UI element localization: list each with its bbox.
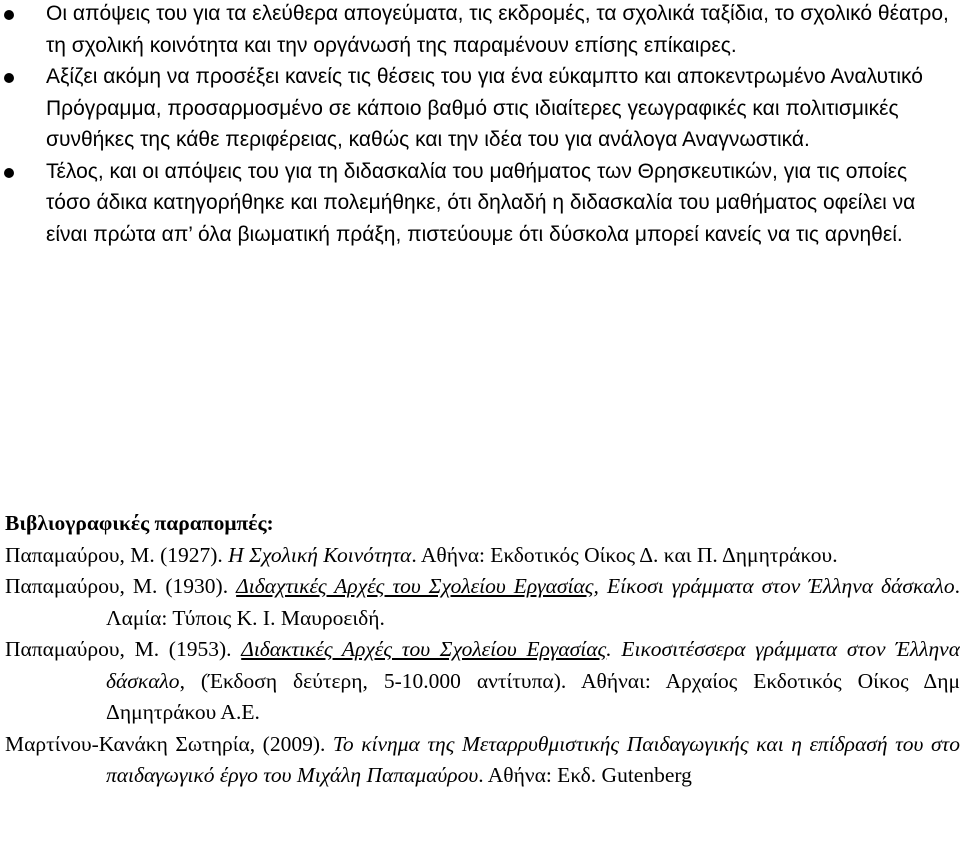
bibliography-entry <box>5 634 960 729</box>
entry-title: Διδαχτικές Αρχές του Σχολείου Εργασίας <box>236 574 594 598</box>
entry-author: Παπαμαύρου, Μ. (1953). <box>5 637 242 661</box>
bullet-item <box>0 0 960 61</box>
entry-author: Παπαμαύρου, Μ. (1930). <box>5 574 237 598</box>
bullet-icon <box>4 10 14 20</box>
entry-publisher: . Αθήνα: Εκδ. Gutenberg <box>478 763 692 787</box>
entry-title: Το κίνημα της Μεταρρυθμιστικής Παιδαγωγικής και η επίδρασή του στο παιδαγωγικό έργο του Μιχάλη Παπαμαύρου <box>106 731 960 787</box>
entry-publisher: . Λαμία: Τύποις Κ. Ι. Μαυροειδή. <box>106 574 960 630</box>
bibliography-entry <box>5 540 960 572</box>
bullet-item <box>0 61 960 156</box>
entry-author: Παπαμαύρου, Μ. (1927). <box>5 542 229 567</box>
bullet-icon <box>4 168 14 178</box>
bullet-list <box>0 0 960 252</box>
bullet-item <box>0 156 960 251</box>
bullet-text: Αξίζει ακόμη να προσέξει κανείς τις θέσεις του για ένα εύκαμπτο και αποκεντρωμένο Αναλυτικό Πρόγραμμα, προσαρμοσμένο σε κάποιο βαθμό στις ιδιαίτερες γεωγραφικές και πολιτισμικές συνθήκες της κάθε περιφέρειας, καθώς και την ιδέα του για ανάλογα Αναγνωστικά. <box>46 65 923 151</box>
entry-author: Μαρτίνου-Κανάκη Σωτηρία, (2009). <box>5 731 333 756</box>
bibliography <box>5 508 960 792</box>
entry-title: Η Σχολική Κοινότητα <box>228 542 412 567</box>
entry-title: Διδακτικές Αρχές του Σχολείου Εργασίας <box>241 637 607 661</box>
entry-subtitle: . Εικοσιτέσσερα γράμματα στον Έλληνα δάσκαλο <box>106 637 960 693</box>
bullet-text: Οι απόψεις του για τα ελεύθερα απογεύματα, τις εκδρομές, τα σχολικά ταξίδια, το σχολικό θέατρο, τη σχολική κοινότητα και την οργάνωσή της παραμένουν επίσης επίκαιρες. <box>46 2 949 57</box>
entry-subtitle: , Είκοσι γράμματα στον Έλληνα δάσκαλο <box>593 574 955 598</box>
bibliography-entry <box>5 729 960 792</box>
entry-publisher: . Αθήνα: Εκδοτικός Οίκος Δ. και Π. Δημητράκου. <box>411 542 838 567</box>
bibliography-entry <box>5 571 960 634</box>
bullet-text: Τέλος, και οι απόψεις του για τη διδασκαλία του μαθήματος των Θρησκευτικών, για τις οποίες τόσο άδικα κατηγορήθηκε και πολεμήθηκε, ότι δηλαδή η διδασκαλία του μαθήματος οφείλει να είναι πρώτα απ’ όλα βιωματική πράξη, πιστεύουμε ότι δύσκολα μπορεί κανείς να τις αρνηθεί. <box>46 159 916 246</box>
entry-publisher: , (Έκδοση δεύτερη, 5-10.000 αντίτυπα). Αθήναι: Αρχαίος Εκδοτικός Οίκος Δημ Δημητράκου Α.Ε. <box>106 668 960 724</box>
bibliography-heading: Βιβλιογραφικές παραπομπές: <box>5 511 274 535</box>
bullet-icon <box>4 73 14 83</box>
